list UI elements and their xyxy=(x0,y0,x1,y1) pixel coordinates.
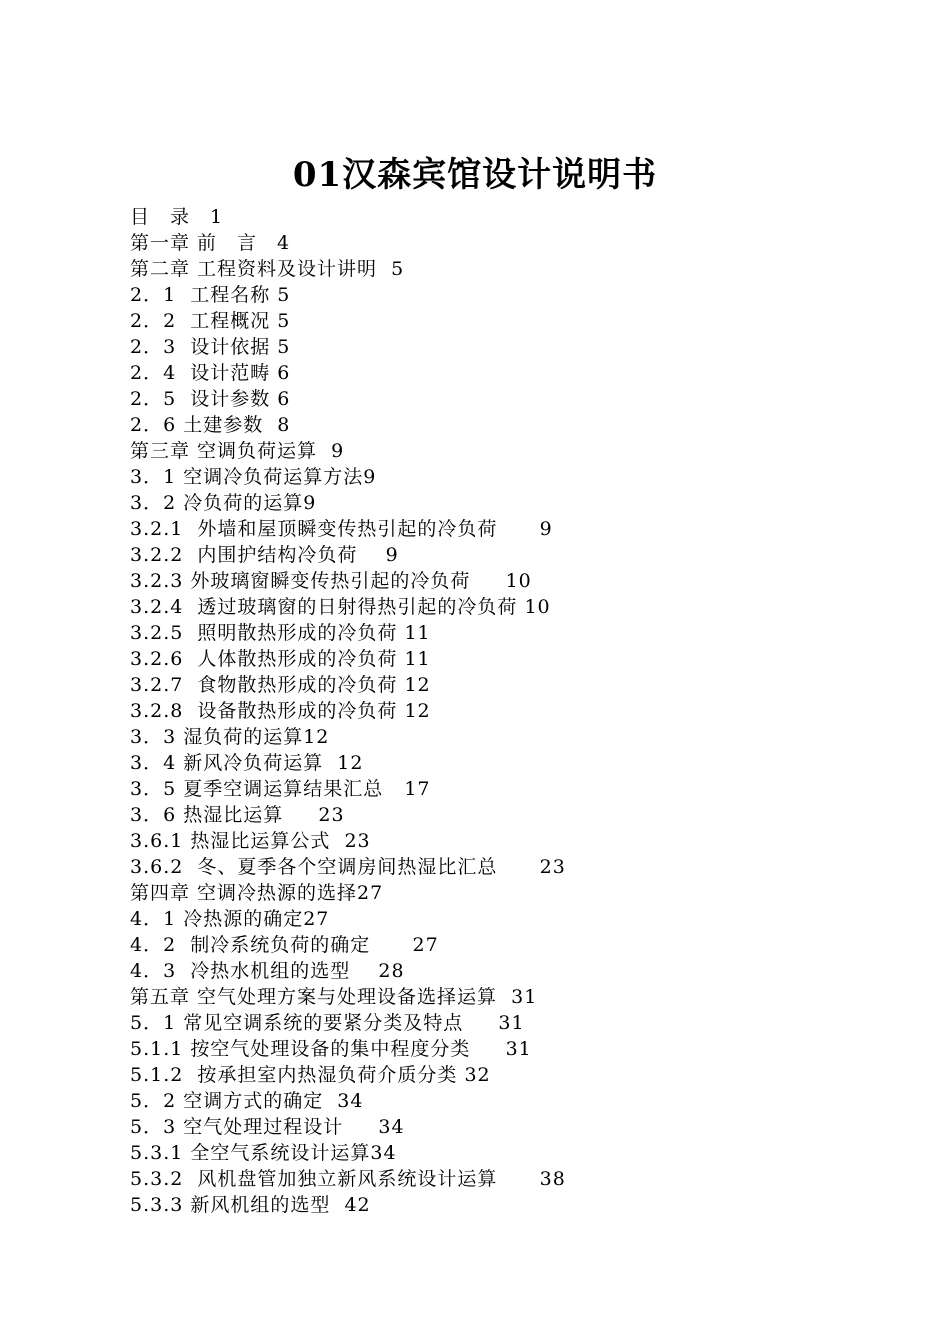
toc-entry: 2．4 设计范畴 6 xyxy=(130,362,291,384)
toc-entry: 3．1 空调冷负荷运算方法9 xyxy=(130,466,377,488)
toc-entry: 第五章 空气处理方案与处理设备选择运算 31 xyxy=(130,986,538,1008)
toc-entry: 3.6.1 热湿比运算公式 23 xyxy=(130,830,371,852)
toc-entry: 2．5 设计参数 6 xyxy=(130,388,291,410)
toc-entry: 2．6 土建参数 8 xyxy=(130,414,291,436)
toc-entry: 第二章 工程资料及设计讲明 5 xyxy=(130,258,405,280)
toc-entry: 3.2.1 外墙和屋顶瞬变传热引起的冷负荷 9 xyxy=(130,518,553,540)
toc-entry: 3.2.2 内围护结构冷负荷 9 xyxy=(130,544,399,566)
toc-entry: 3．6 热湿比运算 23 xyxy=(130,804,345,826)
toc-entry: 5.1.1 按空气处理设备的集中程度分类 31 xyxy=(130,1038,532,1060)
toc-entry: 3．4 新风冷负荷运算 12 xyxy=(130,752,364,774)
toc-entry: 3.2.6 人体散热形成的冷负荷 11 xyxy=(130,648,431,670)
toc-entry: 4．2 制冷系统负荷的确定 27 xyxy=(130,934,439,956)
toc-entry: 3．3 湿负荷的运算12 xyxy=(130,726,330,748)
document-title: 01汉森宾馆设计说明书 xyxy=(292,154,658,195)
toc-entry: 5．2 空调方式的确定 34 xyxy=(130,1090,364,1112)
toc-entry: 2．1 工程名称 5 xyxy=(130,284,291,306)
toc-entry: 5．3 空气处理过程设计 34 xyxy=(130,1116,405,1138)
toc-entry: 目 录 1 xyxy=(130,206,224,228)
toc-entry: 3．5 夏季空调运算结果汇总 17 xyxy=(130,778,431,800)
table-of-contents xyxy=(130,204,830,1218)
toc-entry: 3.2.3 外玻璃窗瞬变传热引起的冷负荷 10 xyxy=(130,570,532,592)
toc-entry: 4．1 冷热源的确定27 xyxy=(130,908,330,930)
toc-entry: 4．3 冷热水机组的选型 28 xyxy=(130,960,405,982)
toc-entry: 2．2 工程概况 5 xyxy=(130,310,291,332)
toc-entry: 3．2 冷负荷的运算9 xyxy=(130,492,317,514)
toc-entry: 第三章 空调负荷运算 9 xyxy=(130,440,345,462)
toc-entry: 5.3.1 全空气系统设计运算34 xyxy=(130,1142,397,1164)
toc-entry: 3.2.8 设备散热形成的冷负荷 12 xyxy=(130,700,431,722)
toc-entry: 第一章 前 言 4 xyxy=(130,232,291,254)
toc-entry: 3.2.5 照明散热形成的冷负荷 11 xyxy=(130,622,431,644)
toc-entry: 2．3 设计依据 5 xyxy=(130,336,291,358)
toc-entry: 3.2.7 食物散热形成的冷负荷 12 xyxy=(130,674,431,696)
toc-entry: 5.1.2 按承担室内热湿负荷介质分类 32 xyxy=(130,1064,491,1086)
toc-entry: 5.3.2 风机盘管加独立新风系统设计运算 38 xyxy=(130,1168,566,1190)
toc-entry: 5．1 常见空调系统的要紧分类及特点 31 xyxy=(130,1012,525,1034)
toc-entry: 5.3.3 新风机组的选型 42 xyxy=(130,1194,371,1216)
toc-entry: 第四章 空调冷热源的选择27 xyxy=(130,882,384,904)
toc-entry: 3.6.2 冬、夏季各个空调房间热湿比汇总 23 xyxy=(130,856,566,878)
toc-entry: 3.2.4 透过玻璃窗的日射得热引起的冷负荷 10 xyxy=(130,596,551,618)
